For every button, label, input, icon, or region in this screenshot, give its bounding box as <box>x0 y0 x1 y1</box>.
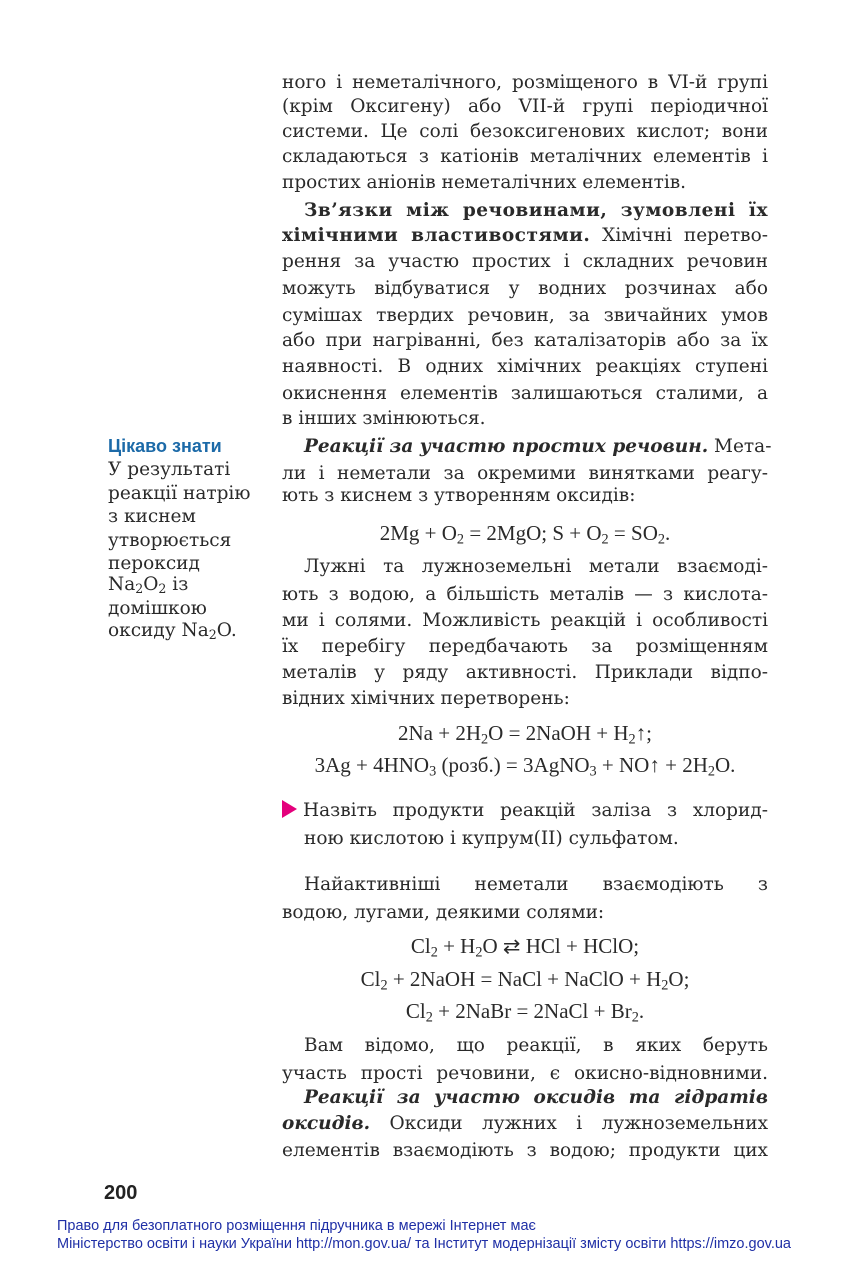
sidebar-text-line <box>108 458 258 482</box>
text-run: Назвіть продукти реакцій заліза з хлорид- <box>303 800 768 821</box>
text-run: домішкою <box>108 598 207 619</box>
text-run: Оксиди лужних і лужноземельних <box>370 1113 768 1134</box>
footer-line-1: Право для безоплатного розміщення підручника в мережі Інтернет має <box>57 1218 536 1234</box>
subscript: 2 <box>707 763 715 780</box>
sidebar-text-line <box>108 482 258 506</box>
text-run: простих аніонів неметалічних елементів. <box>282 172 687 193</box>
text-line <box>282 355 768 379</box>
equation <box>282 753 768 780</box>
text-line <box>282 583 768 607</box>
text-run: Cl <box>360 967 381 991</box>
text-line <box>282 145 768 169</box>
text-run: Cl <box>410 934 431 958</box>
text-run: рення за участю простих і складних речовин <box>282 251 768 272</box>
footer-line-2: Міністерство освіти і науки України http://mon.gov.ua/ та Інститут модернізації змісту освіти https://imzo.gov.ua <box>57 1236 791 1252</box>
text-run: сумішах твердих речовин, за звичайних умов <box>282 305 768 326</box>
text-run: . <box>665 521 671 545</box>
equation <box>282 721 768 748</box>
emphasis-text: оксидів. <box>282 1113 371 1134</box>
text-line <box>282 1086 768 1110</box>
text-line <box>282 95 768 119</box>
text-run: оксиду Na <box>108 620 209 641</box>
text-run: ного і неметалічного, розміщеного в VI-й групі <box>282 72 768 93</box>
text-run: = SO <box>608 521 658 545</box>
text-run: O = 2NaOH + H <box>488 721 629 745</box>
emphasis-text: Реакції за участю оксидів та гідратів <box>304 1087 768 1108</box>
text-run: ли і неметали за окремими винятками реагу- <box>282 463 768 484</box>
text-run: . <box>638 999 645 1023</box>
text-run: + 2NaOH = NaCl + NaClO + H <box>387 967 662 991</box>
text-line <box>282 250 768 274</box>
text-run: їх перебігу передбачають за розміщенням <box>282 636 768 657</box>
text-run: (розб.) = 3AgNO <box>436 753 590 777</box>
text-line <box>282 435 772 459</box>
text-run: 2Mg + O <box>379 521 457 545</box>
text-line <box>282 687 768 711</box>
text-line <box>282 1062 768 1086</box>
text-run: + NO↑ + 2H <box>596 753 708 777</box>
equation <box>282 521 768 548</box>
text-line <box>282 407 768 431</box>
subscript: 2 <box>657 531 666 548</box>
text-line <box>282 1034 768 1058</box>
text-run: наявності. В одних хімічних реакціях ступені <box>282 356 768 377</box>
subscript: 2 <box>631 1009 639 1026</box>
text-run: + 2NaBr = 2NaCl + Br <box>432 999 632 1023</box>
text-line <box>282 609 768 633</box>
subscript: 2 <box>135 581 144 597</box>
text-run: O ⇄ HCl + HClO; <box>482 934 640 958</box>
text-line <box>282 171 768 195</box>
text-line <box>282 304 768 328</box>
sidebar-text-line <box>108 597 258 621</box>
text-line <box>282 799 768 823</box>
text-line <box>282 199 768 223</box>
text-line <box>282 382 768 406</box>
text-run: утворюється <box>108 530 232 551</box>
page-number: 200 <box>104 1182 138 1204</box>
subscript: 3 <box>589 763 597 780</box>
text-line <box>282 901 768 925</box>
text-run: O. <box>715 753 736 777</box>
text-run: пероксид <box>108 553 200 574</box>
subscript: 2 <box>661 977 669 994</box>
text-run: складаються з катіонів металічних елементів і <box>282 146 768 167</box>
text-run: Cl <box>405 999 426 1023</box>
text-run: елементів взаємодіють з водою; продукти цих <box>282 1140 768 1161</box>
subscript: 2 <box>475 944 483 961</box>
subscript: 2 <box>628 731 636 748</box>
text-run: Хімічні перетво- <box>590 225 768 246</box>
text-run: ною кислотою і купрум(ІІ) сульфатом. <box>304 828 679 849</box>
text-run: 3Ag + 4HNO <box>314 753 430 777</box>
text-line <box>282 277 768 301</box>
text-run: (крім Оксигену) або VII-й групі періодичної <box>282 96 768 117</box>
subscript: 2 <box>208 627 217 643</box>
emphasis-text: Реакції за участю простих речовин. <box>304 436 709 457</box>
text-line <box>282 329 768 353</box>
text-run: системи. Це солі безоксигенових кислот; вони <box>282 121 768 142</box>
equation <box>282 934 768 961</box>
text-run: O. <box>216 620 237 641</box>
sidebar-text-line <box>108 573 258 597</box>
text-line <box>282 462 768 486</box>
text-line <box>282 827 768 851</box>
equation <box>282 967 768 994</box>
text-run: O; <box>668 967 690 991</box>
text-line <box>282 224 768 248</box>
emphasis-text: Зв’язки між речовинами, зумовлені їх <box>304 200 768 221</box>
text-line <box>282 1112 768 1136</box>
text-run: окиснення елементів залишаються сталими, а <box>282 383 768 404</box>
text-run: Na <box>108 574 136 595</box>
subscript: 2 <box>601 531 609 548</box>
emphasis-text: хімічними властивостями. <box>282 225 591 246</box>
sidebar-text-line <box>108 529 258 553</box>
text-run: = 2MgO; S + O <box>464 521 602 545</box>
did-you-know-title: Цікаво знати <box>108 436 222 456</box>
text-run: можуть відбуватися у водних розчинах або <box>282 278 768 299</box>
text-run: з киснем <box>108 506 196 527</box>
text-run: реакції натрію <box>108 483 251 504</box>
subscript: 2 <box>430 944 438 961</box>
text-line <box>282 635 768 659</box>
text-line <box>282 873 768 897</box>
text-run: ють з водою, а більшість металів — з кислота- <box>282 584 768 605</box>
subscript: 2 <box>481 731 489 748</box>
equation <box>282 999 768 1026</box>
text-run: участь прості речовини, є окисно-відновними. <box>282 1063 768 1084</box>
text-line <box>282 555 768 579</box>
text-run: Вам відомо, що реакції, в яких беруть <box>304 1035 768 1056</box>
subscript: 2 <box>425 1009 433 1026</box>
text-run: із <box>166 574 189 595</box>
subscript: 2 <box>380 977 388 994</box>
text-run: + H <box>437 934 476 958</box>
sidebar-text-line <box>108 505 258 529</box>
text-run: металів у ряду активності. Приклади відпо- <box>282 662 768 683</box>
text-line <box>282 71 768 95</box>
text-run: У результаті <box>108 459 231 480</box>
text-run: в інших змінюються. <box>282 408 486 429</box>
sidebar-text-line <box>108 619 258 643</box>
text-run: O <box>143 574 159 595</box>
text-run: ↑; <box>635 721 652 745</box>
text-run: Лужні та лужноземельні метали взаємоді- <box>304 556 768 577</box>
subscript: 2 <box>158 581 167 597</box>
text-line <box>282 484 768 508</box>
triangle-marker-icon <box>282 800 297 818</box>
text-run: ють з киснем з утворенням оксидів: <box>282 485 636 506</box>
text-run: Мета- <box>708 436 772 457</box>
subscript: 3 <box>429 763 437 780</box>
text-line <box>282 661 768 685</box>
text-run: відних хімічних перетворень: <box>282 688 570 709</box>
text-run: або при нагріванні, без каталізаторів або за їх <box>282 330 768 351</box>
text-run: водою, лугами, деякими солями: <box>282 902 605 923</box>
text-line <box>282 1139 768 1163</box>
text-line <box>282 120 768 144</box>
text-run: ми і солями. Можливість реакцій і особливості <box>282 610 768 631</box>
subscript: 2 <box>456 531 465 548</box>
text-run: 2Na + 2H <box>398 721 482 745</box>
text-run: Найактивніші неметали взаємодіють з <box>304 874 768 895</box>
